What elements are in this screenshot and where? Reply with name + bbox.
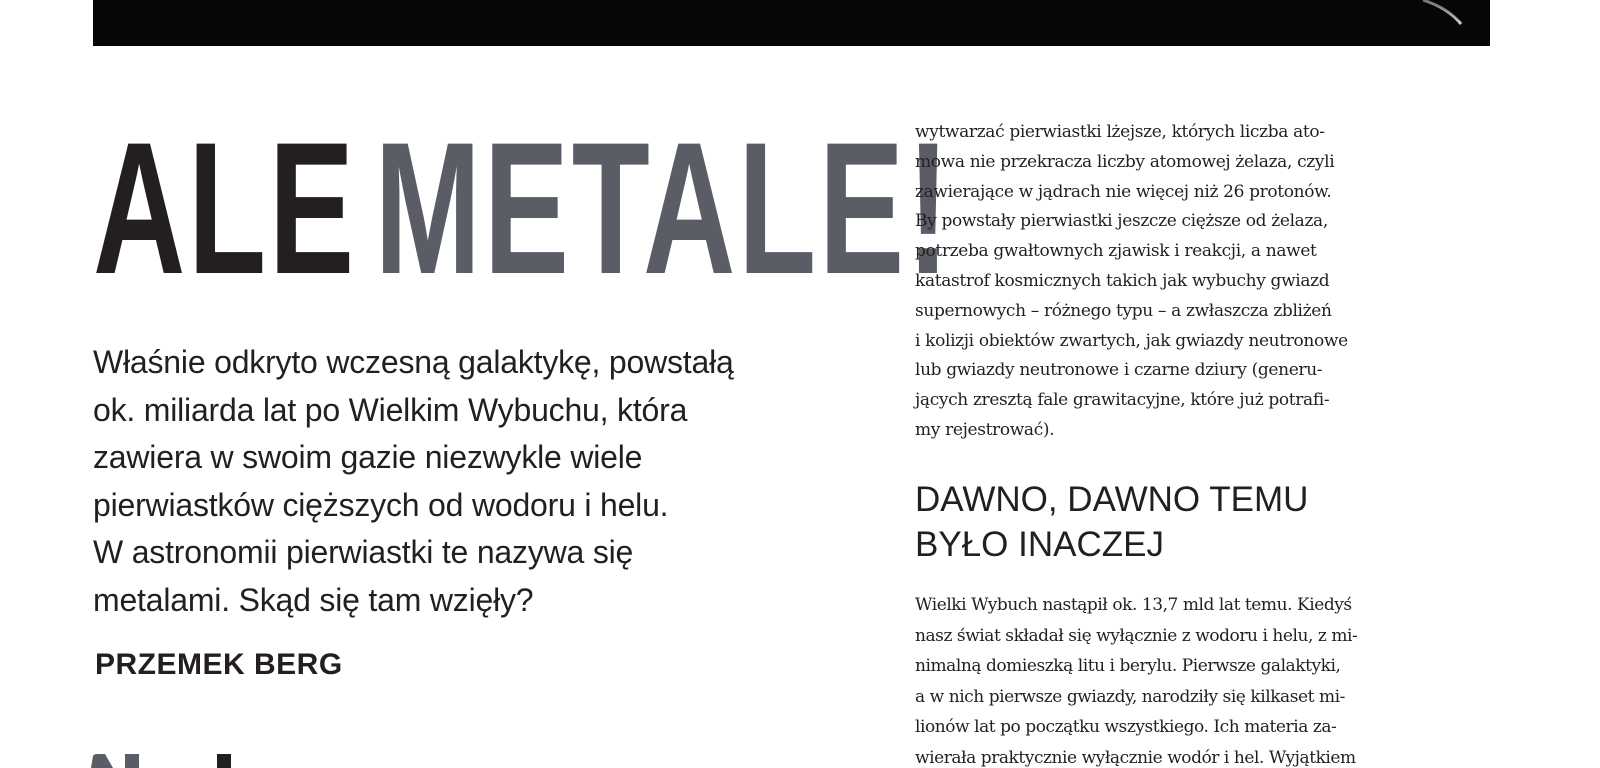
article-lead bbox=[93, 339, 873, 624]
lead-line: zawiera w swoim gazie niezwykle wiele bbox=[93, 439, 643, 475]
body-line: a w nich pierwsze gwiazdy, narodziły się kilkaset mi- bbox=[915, 686, 1345, 707]
article-headline bbox=[93, 103, 953, 313]
body-line: jących zresztą fale grawitacyjne, które już potrafi- bbox=[915, 390, 1330, 411]
section-subheading bbox=[915, 477, 1308, 567]
body-line: zawierające w jądrach nie więcej niż 26 protonów. bbox=[915, 181, 1332, 202]
body-column-paragraph-2 bbox=[915, 590, 1490, 768]
lead-line: metalami. Skąd się tam wzięły? bbox=[93, 581, 534, 618]
lead-line: pierwiastków cięższych od wodoru i helu. bbox=[93, 486, 669, 523]
galaxy-arc-graphic bbox=[93, 0, 1490, 46]
lead-line: Właśnie odkryto wczesną galaktykę, powstałą bbox=[93, 344, 734, 380]
lead-line: ok. miliarda lat po Wielkim Wybuchu, która bbox=[93, 391, 688, 428]
body-line: mowa nie przekracza liczby atomowej żelaza, czyli bbox=[915, 151, 1335, 172]
body-line: Wielki Wybuch nastąpił ok. 13,7 mld lat temu. Kiedyś bbox=[915, 595, 1352, 615]
lead-line: W astronomii pierwiastki te nazywa się bbox=[93, 534, 634, 570]
body-line: nimalną domieszką litu i berylu. Pierwsze galaktyki, bbox=[915, 656, 1341, 676]
body-line: lionów lat po początku wszystkiego. Ich materia za- bbox=[915, 717, 1337, 737]
subheading-line: BYŁO INACZEJ bbox=[915, 525, 1164, 564]
body-line: wierała praktycznie wyłącznie wodór i hel. Wyjątkiem bbox=[915, 747, 1356, 768]
body-line: wytwarzać pierwiastki lżejsze, których liczba ato- bbox=[915, 122, 1325, 142]
body-line: nasz świat składał się wyłącznie z wodoru i helu, z mi- bbox=[915, 625, 1358, 646]
body-line: my rejestrować). bbox=[915, 419, 1055, 440]
headline-word-ale: ALE bbox=[93, 103, 357, 313]
drop-cap-letter bbox=[91, 754, 241, 768]
body-line: potrzeba gwałtownych zjawisk i reakcji, a nawet bbox=[915, 241, 1317, 262]
body-line: supernowych – różnego typu – a zwłaszcza zbliżeń bbox=[915, 300, 1332, 321]
headline-word-metale: METALE! bbox=[374, 103, 953, 313]
body-line: i kolizji obiektów zwartych, jak gwiazdy neutronowe bbox=[915, 330, 1348, 351]
author-byline: PRZEMEK BERG bbox=[95, 648, 343, 681]
body-line: By powstały pierwiastki jeszcze cięższe od żelaza, bbox=[915, 211, 1328, 232]
header-photo bbox=[93, 0, 1490, 46]
body-column-paragraph-1 bbox=[915, 118, 1490, 446]
body-line: katastrof kosmicznych takich jak wybuchy gwiazd bbox=[915, 270, 1330, 291]
subheading-line: DAWNO, DAWNO TEMU bbox=[915, 480, 1309, 519]
body-line: lub gwiazdy neutronowe i czarne dziury (generu- bbox=[915, 360, 1323, 381]
